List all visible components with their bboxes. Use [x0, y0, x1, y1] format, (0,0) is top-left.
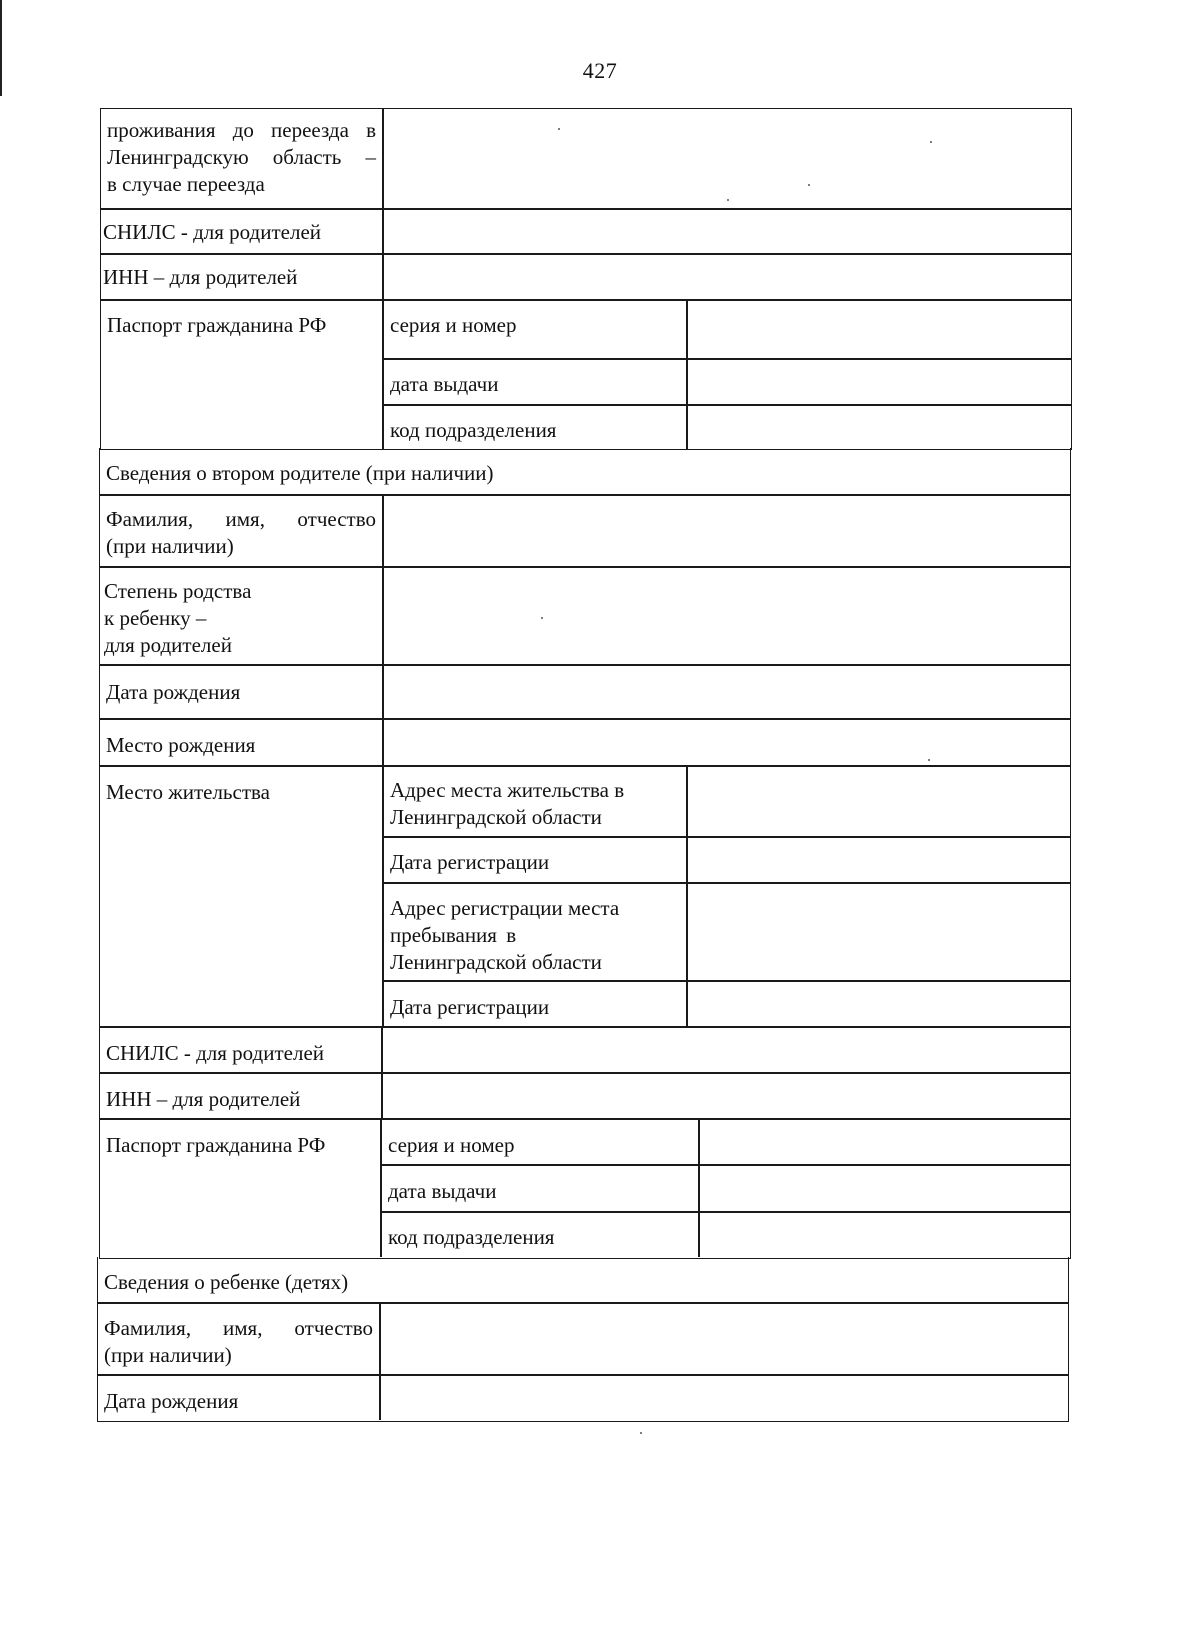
passport-series-field[interactable]	[688, 300, 1071, 358]
label-line: Ленинградской области	[390, 805, 602, 829]
label-line: в случае переезда	[107, 172, 265, 196]
page-number: 427	[582, 58, 618, 83]
second-parent-residence-label: Место жительства	[106, 780, 270, 804]
label-line: Фамилия, имя, отчество	[106, 507, 376, 531]
label-line: Адрес регистрации места	[390, 896, 620, 920]
second-parent-section-header: Сведения о втором родителе (при наличии)	[106, 461, 494, 485]
residence-address-label	[384, 771, 686, 831]
inn-field[interactable]	[383, 254, 1071, 299]
passport-date-field[interactable]	[688, 359, 1071, 404]
child-birth-date-field[interactable]	[381, 1375, 1068, 1420]
second-parent-passport-date-field[interactable]	[700, 1165, 1070, 1211]
second-parent-passport-series-field[interactable]	[700, 1119, 1070, 1164]
stay-registration-date-field[interactable]	[688, 981, 1070, 1026]
second-parent-birth-date-label: Дата рождения	[106, 680, 241, 704]
passport-date-label: дата выдачи	[390, 372, 499, 396]
form-table-top	[100, 108, 1072, 450]
label-line: Ленинградскую область –	[107, 145, 376, 169]
child-section-header: Сведения о ребенке (детях)	[104, 1270, 349, 1294]
stay-registration-date-label: Дата регистрации	[390, 995, 550, 1019]
second-parent-kinship-label	[100, 572, 382, 659]
label-line: Адрес места жительства в	[390, 778, 625, 802]
second-parent-snils-label: СНИЛС - для родителей	[106, 1041, 325, 1065]
stay-address-field[interactable]	[688, 883, 1070, 980]
second-parent-inn-label: ИНН – для родителей	[106, 1087, 301, 1111]
passport-series-label: серия и номер	[390, 313, 517, 337]
passport-code-label: код подразделения	[390, 418, 557, 442]
second-parent-snils-field[interactable]	[383, 1027, 1070, 1072]
label-line: проживания до переезда в	[107, 118, 376, 142]
scan-speck	[640, 1432, 642, 1434]
residence-address-field[interactable]	[688, 766, 1070, 836]
snils-field[interactable]	[383, 209, 1071, 253]
previous-address-label	[101, 111, 382, 198]
second-parent-passport-code-label: код подразделения	[388, 1225, 555, 1249]
form-table-second-parent	[99, 448, 1071, 1259]
second-parent-inn-field[interactable]	[383, 1073, 1070, 1118]
passport-code-field[interactable]	[688, 405, 1071, 449]
label-line: Степень родства	[104, 579, 252, 603]
child-birth-date-label: Дата рождения	[104, 1389, 239, 1413]
registration-date-label: Дата регистрации	[390, 850, 550, 874]
label-line: к ребенку –	[104, 606, 207, 630]
second-parent-fio-label	[100, 500, 382, 560]
stay-address-label	[384, 889, 686, 976]
second-parent-fio-field[interactable]	[384, 495, 1070, 566]
label-line: (при наличии)	[106, 534, 234, 558]
snils-label: СНИЛС - для родителей	[103, 220, 322, 244]
registration-date-field[interactable]	[688, 837, 1070, 882]
label-line: для родителей	[104, 633, 232, 657]
second-parent-birth-place-field[interactable]	[384, 719, 1070, 765]
second-parent-passport-code-field[interactable]	[700, 1212, 1070, 1257]
label-line: Фамилия, имя, отчество	[104, 1316, 373, 1340]
second-parent-birth-place-label: Место рождения	[106, 733, 256, 757]
child-fio-label	[98, 1309, 379, 1369]
second-parent-birth-date-field[interactable]	[384, 665, 1070, 718]
second-parent-passport-label: Паспорт гражданина РФ	[106, 1133, 326, 1157]
label-line: пребывания в	[390, 923, 517, 947]
passport-label: Паспорт гражданина РФ	[107, 313, 327, 337]
label-line: Ленинградской области	[390, 950, 602, 974]
second-parent-passport-series-label: серия и номер	[388, 1133, 515, 1157]
inn-label: ИНН – для родителей	[103, 265, 298, 289]
label-line: (при наличии)	[104, 1343, 232, 1367]
form-table-child	[97, 1257, 1069, 1422]
child-fio-field[interactable]	[381, 1303, 1068, 1374]
previous-address-field[interactable]	[383, 109, 1071, 208]
second-parent-passport-date-label: дата выдачи	[388, 1179, 497, 1203]
second-parent-kinship-field[interactable]	[384, 567, 1070, 664]
